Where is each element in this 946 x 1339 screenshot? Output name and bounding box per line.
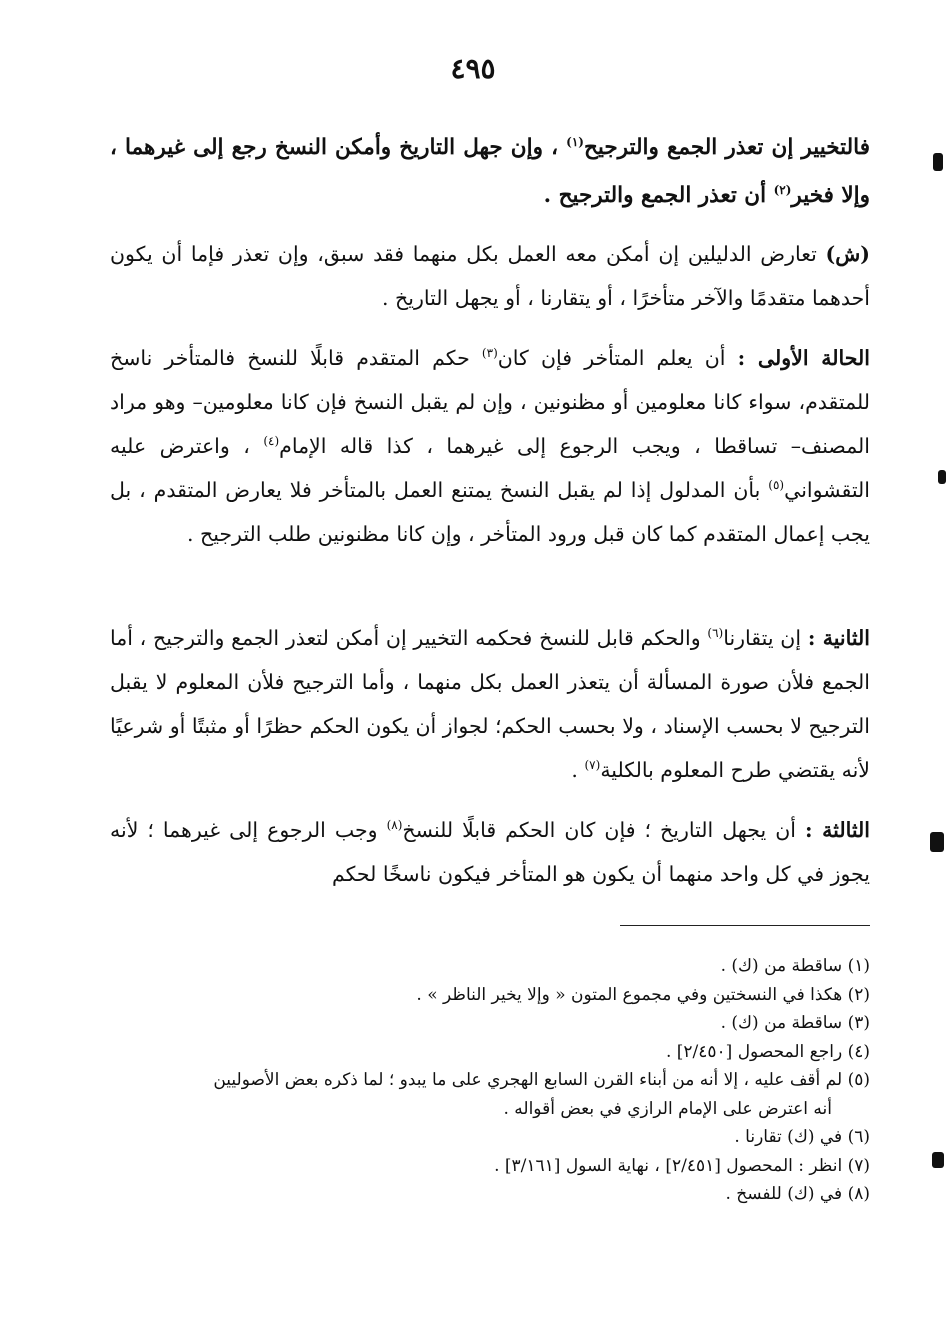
page-number: ٤٩٥: [450, 52, 496, 85]
footnote-text: في (ك) للفسخ .: [725, 1184, 843, 1204]
commentary-paragraph: [110, 232, 870, 320]
footnotes-list: [110, 952, 870, 1209]
paragraph-text: حكم المتقدم قابلًا للنسخ فالمتأخر ناسخ للمتقدم، سواء كانا معلومين أو مظنونين ، وإن لم يقبل النسخ فإن كانا معلومين– وهو مراد المصنف– تساقطا ، ويجب الرجوع إلى غيرهما ، كذا قاله الإمام: [110, 346, 870, 458]
footnote-item: [110, 952, 870, 981]
footnote-number: (٧): [847, 1155, 870, 1176]
footnote-number: (٣): [847, 1013, 870, 1033]
paragraph-text: .: [571, 758, 578, 782]
paragraph-text: أن يعلم المتأخر فإن كان: [497, 346, 726, 370]
footnote-separator: [620, 925, 870, 926]
footnote-text: ساقطة من (ك) .: [720, 1013, 843, 1033]
paragraph-lead: الثالثة :: [804, 818, 870, 842]
paragraph-text: تعارض الدليلين إن أمكن معه العمل بكل منهما فقد سبق، وإن تعذر فإما أن يكون أحدهما متقدمًا والآخر متأخرًا ، أو يتقارنا ، أو يجهل التاريخ .: [110, 242, 870, 310]
footnote-item: [110, 1180, 870, 1209]
paragraph-lead: الحالة الأولى :: [737, 346, 870, 370]
footnote-text: هكذا في النسختين وفي مجموع المتون « وإلا يخير الناظر » .: [416, 984, 843, 1005]
second-case-paragraph: [110, 616, 870, 792]
footnote-ref: (٨): [386, 818, 403, 833]
footnote-ref: (٤): [263, 434, 280, 449]
footnote-number: (٥): [847, 1070, 870, 1090]
footnote-item: [110, 1123, 870, 1152]
third-case-paragraph: [110, 808, 870, 896]
footnote-text: لم أقف عليه ، إلا أنه من أبناء القرن السابع الهجري على ما يبدو ؛ لما ذكره بعض الأصوليين: [213, 1070, 843, 1090]
first-case-paragraph: [110, 336, 870, 556]
footnote-item: [110, 1066, 870, 1123]
paragraph-text: أن يجهل التاريخ ؛ فإن كان الحكم قابلًا للنسخ: [402, 818, 796, 842]
paragraph-text: ، واعترض عليه التقشواني: [110, 434, 870, 502]
footnote-number: (٨): [847, 1184, 870, 1204]
footnote-text: انظر : المحصول [٢/٤٥١] ، نهاية السول [٣/١٦١] .: [494, 1155, 843, 1176]
footnote-ref: (٦): [707, 626, 724, 641]
scan-edge-mark: [933, 153, 943, 171]
footnote-number: (٢): [847, 984, 870, 1005]
scan-edge-mark: [938, 470, 946, 484]
paragraph-text: إن يتقارنا: [723, 626, 802, 650]
paragraph-text: بأن المدلول إذا لم يقبل النسخ يمتنع العمل بالمتأخر فلا يعارض المتقدم ، بل يجب إعمال المتقدم كما كان قبل ورود المتأخر ، وإن كانا مظنونين طلب الترجيح .: [110, 478, 870, 546]
paragraph-lead: (ش): [825, 242, 870, 266]
footnote-ref: (٥): [768, 478, 785, 493]
footnote-ref: (٧): [584, 758, 601, 773]
footnote-number: (١): [847, 956, 870, 976]
footnote-ref: (٢): [773, 182, 792, 197]
scan-edge-mark: [932, 1152, 944, 1168]
footnote-text: ساقطة من (ك) .: [720, 956, 843, 976]
footnote-number: (٤): [847, 1041, 870, 1062]
footnote-item: [110, 1009, 870, 1038]
intro-text: أن تعذر الجمع والترجيح .: [543, 183, 767, 208]
footnote-ref: (١): [566, 134, 584, 149]
paragraph-lead: الثانية :: [807, 626, 870, 650]
footnote-ref: (٣): [481, 346, 498, 361]
paragraph-text: وجب الرجوع إلى غيرهما ؛ لأنه يجوز في كل واحد منهما أن يكون هو المتأخر فيكون ناسخًا لحكم: [110, 818, 870, 886]
footnote-continuation: أنه اعترض على الإمام الرازي في بعض أقواله .: [503, 1098, 832, 1119]
intro-paragraph: [110, 124, 870, 220]
intro-text: ، وإن جهل التاريخ وأمكن النسخ رجع إلى غيرهما ، وإلا فخير: [110, 135, 870, 208]
paragraph-text: والحكم قابل للنسخ فحكمه التخيير إن أمكن لتعذر الجمع والترجيح ، أما الجمع فلأن صورة المسألة أن يتعذر العمل بكل منهما ، وأما الترجيح فلأن المعلوم لا يقبل الترجيح لا بحسب الإسناد ، ولا بحسب الحكم؛ لجواز أن يكون الحكم حظرًا أو مثبتًا أو شرعيًا لأنه يقتضي طرح المعلوم بالكلية: [110, 626, 870, 782]
scan-edge-mark: [930, 832, 944, 852]
footnote-item: [110, 1038, 870, 1067]
footnote-text: راجع المحصول [٢/٤٥٠] .: [665, 1041, 843, 1062]
footnote-text: في (ك) تقارنا .: [734, 1127, 843, 1147]
intro-text: فالتخيير إن تعذر الجمع والترجيح: [583, 135, 870, 160]
footnote-number: (٦): [847, 1127, 870, 1147]
footnote-item: [110, 981, 870, 1010]
footnote-item: [110, 1152, 870, 1181]
